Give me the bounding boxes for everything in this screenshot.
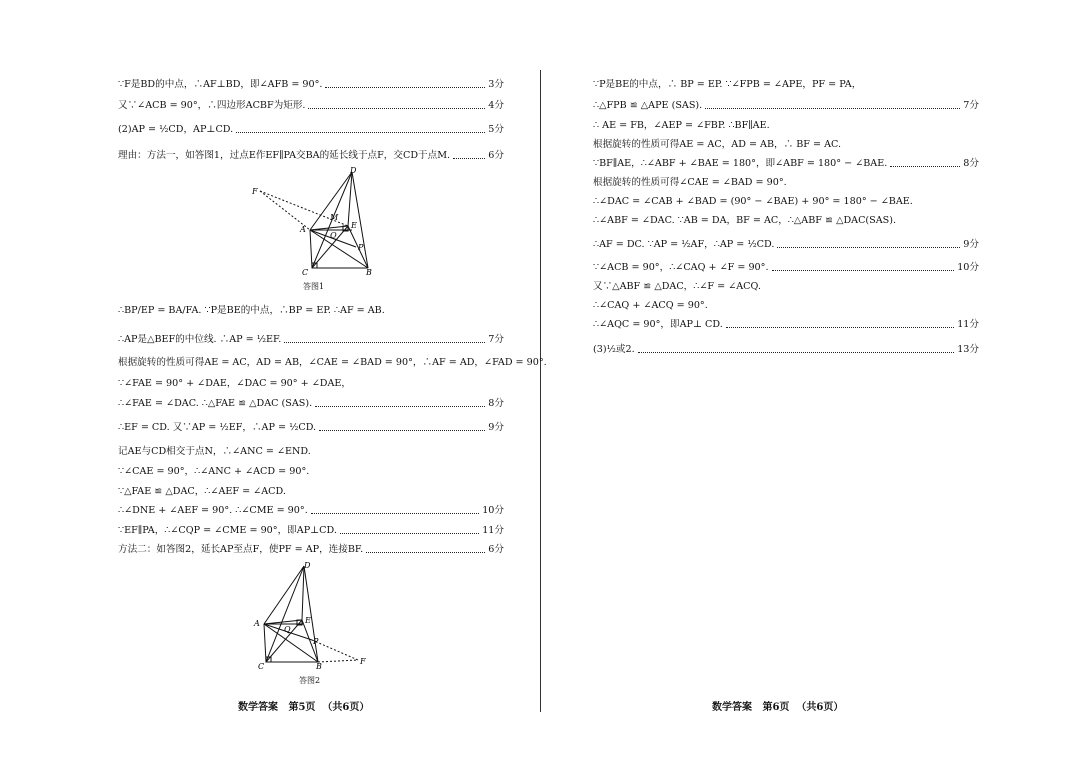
right-line-9: ∴AF = DC. ∵AP = ½AF，∴AP = ½CD. 9分 xyxy=(593,239,979,250)
right-line-11: 又∵△ABF ≌ △DAC，∴∠F = ∠ACQ. xyxy=(593,281,761,292)
right-line-2: ∴△FPB ≌ △APE (SAS). 7分 xyxy=(593,100,979,111)
fig2-label-q: Q xyxy=(284,625,291,634)
right-line-14: (3)½或2. 13分 xyxy=(593,344,979,355)
left-line-14: ∴∠DNE + ∠AEF = 90°. ∴∠CME = 90°. 10分 xyxy=(118,505,504,516)
right-line-8: ∴∠ABF = ∠DAC. ∵AB = DA，BF = AC，∴△ABF ≌ △DAC(SAS). xyxy=(593,215,897,226)
fig1-label-c: C xyxy=(302,268,309,277)
page-divider xyxy=(540,70,541,712)
fig1-label-a: A xyxy=(300,225,306,234)
left-line-1: ∵F是BD的中点，∴AF⊥BD，即∠AFB = 90°. 3分 xyxy=(118,79,504,90)
fig2-caption: 答图2 xyxy=(299,676,321,685)
left-line-8: ∵∠FAE = 90° + ∠DAE，∠DAC = 90° + ∠DAE， xyxy=(118,378,351,389)
left-line-15: ∵EF∥PA，∴∠CQP = ∠CME = 90°，即AP⊥CD. 11分 xyxy=(118,525,504,536)
right-line-1: ∵P是BE的中点，∴ BP = EP. ∵∠FPB = ∠APE，PF = PA， xyxy=(593,79,862,90)
left-line-12: ∵∠CAE = 90°，∴∠ANC + ∠ACD = 90°. xyxy=(118,466,310,477)
right-line-3: ∴ AE = FB，∠AEP = ∠FBP. ∴BF∥AE. xyxy=(593,120,770,131)
right-line-13: ∴∠AQC = 90°，即AP⊥ CD. 11分 xyxy=(593,319,979,330)
fig1-caption: 答图1 xyxy=(303,282,325,291)
fig1-label-p: P xyxy=(358,243,364,252)
figure-1 xyxy=(240,166,390,278)
right-line-10: ∵∠ACB = 90°，∴∠CAQ + ∠F = 90°. 10分 xyxy=(593,262,979,273)
fig2-label-c: C xyxy=(258,662,265,671)
left-line-9: ∴∠FAE = ∠DAC. ∴△FAE ≌ △DAC (SAS). 8分 xyxy=(118,398,504,409)
left-line-5: ∴BP/EP = BA/FA. ∵P是BE的中点，∴BP = EP. ∴AF = AB. xyxy=(118,305,385,316)
left-line-6: ∴AP是△BEF的中位线. ∴AP = ½EF. 7分 xyxy=(118,334,504,345)
left-line-16: 方法二：如答图2，延长AP至点F，使PF = AP，连接BF. 6分 xyxy=(118,544,504,555)
left-line-13: ∵△FAE ≌ △DAC，∴∠AEF = ∠ACD. xyxy=(118,486,286,497)
figure-2 xyxy=(250,560,380,672)
fig2-label-a: A xyxy=(254,619,260,628)
right-line-7: ∴∠DAC = ∠CAB + ∠BAD = (90° − ∠BAE) + 90° = 180° − ∠BAE. xyxy=(593,196,913,207)
right-line-6: 根据旋转的性质可得∠CAE = ∠BAD = 90°. xyxy=(593,177,787,188)
left-line-11: 记AE与CD相交于点N，∴∠ANC = ∠END. xyxy=(118,446,311,457)
left-line-3: (2)AP = ½CD，AP⊥CD. 5分 xyxy=(118,124,504,135)
fig2-label-d: D xyxy=(304,561,311,570)
fig1-label-d: D xyxy=(350,166,357,175)
fig2-label-b: B xyxy=(316,662,322,671)
right-line-4: 根据旋转的性质可得AE = AC，AD = AB，∴ BF = AC. xyxy=(593,139,842,150)
fig1-label-q: Q xyxy=(330,231,337,240)
fig2-label-e: E xyxy=(305,616,311,625)
fig1-label-b: B xyxy=(366,268,372,277)
fig2-label-p: P xyxy=(313,637,319,646)
fig1-label-e: E xyxy=(351,221,357,230)
right-line-12: ∴∠CAQ + ∠ACQ = 90°. xyxy=(593,300,708,311)
fig2-label-f: F xyxy=(360,657,366,666)
fig1-label-m: M xyxy=(330,213,339,222)
footer-right: 数学答案 第6页 （共6页） xyxy=(712,702,844,713)
left-line-10: ∴EF = CD. 又∵AP = ½EF，∴AP = ½CD. 9分 xyxy=(118,422,504,433)
left-line-2: 又∵∠ACB = 90°，∴四边形ACBF为矩形. 4分 xyxy=(118,100,504,111)
left-line-7: 根据旋转的性质可得AE = AC，AD = AB，∠CAE = ∠BAD = 90°，∴AF = AD，∠FAD = 90°. xyxy=(118,357,547,368)
footer-left: 数学答案 第5页 （共6页） xyxy=(238,702,370,713)
left-line-4: 理由：方法一，如答图1，过点E作EF∥PA交BA的延长线于点F，交CD于点M. 6分 xyxy=(118,150,504,161)
fig1-label-f: F xyxy=(252,187,258,196)
right-line-5: ∵BF∥AE，∴∠ABF + ∠BAE = 180°，即∠ABF = 180° − ∠BAE. 8分 xyxy=(593,158,979,169)
